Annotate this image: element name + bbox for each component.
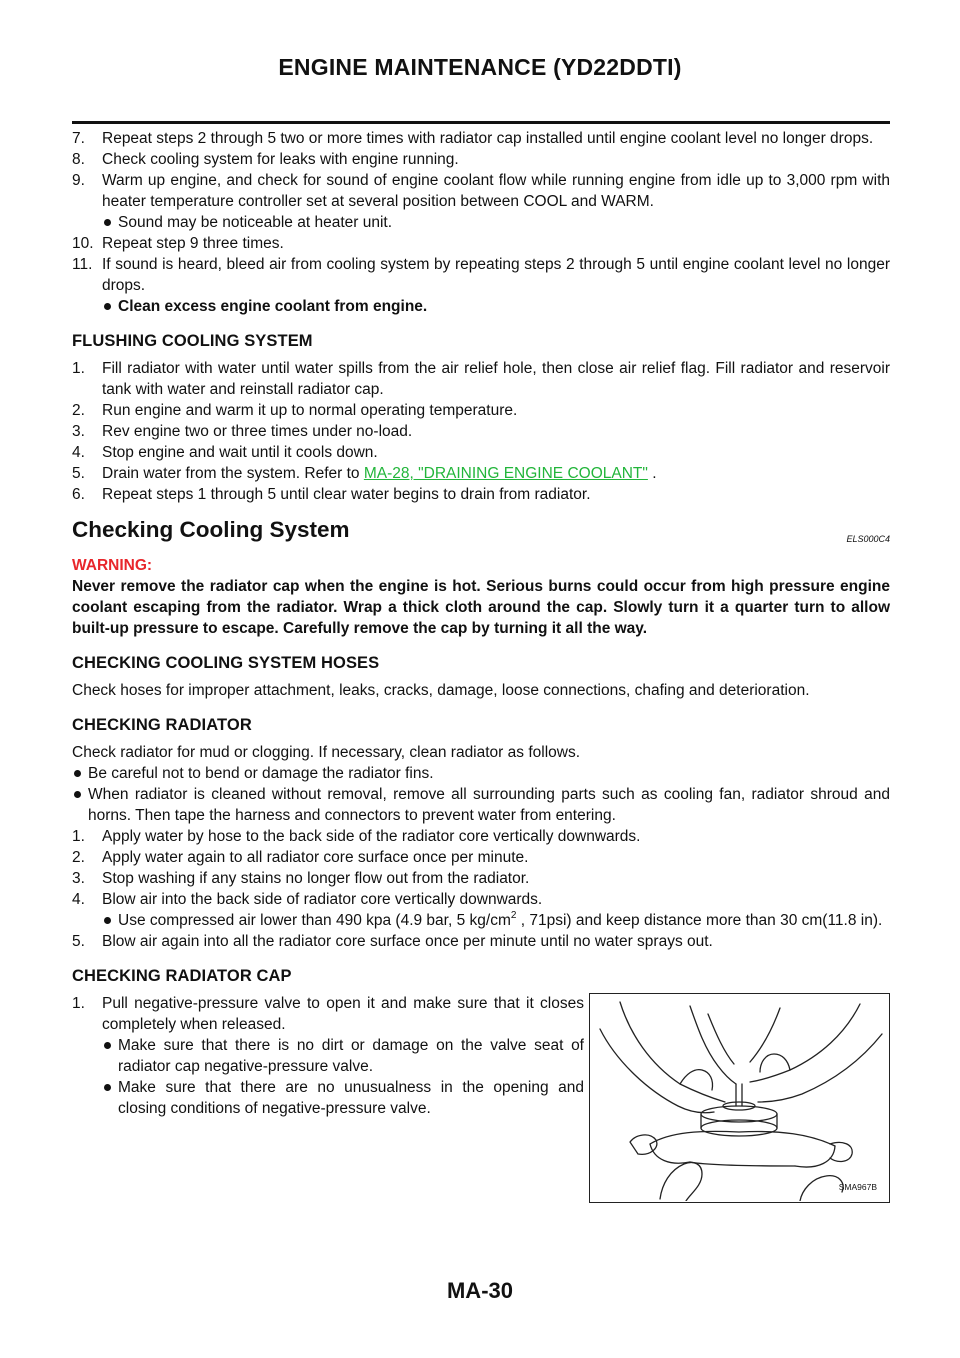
radiator-bullet-compressed-air xyxy=(72,910,890,931)
step-text: Run engine and warm it up to normal operating temperature. xyxy=(102,402,518,419)
section-title: Checking Cooling System xyxy=(72,517,350,542)
step-text: Stop engine and wait until it cools down. xyxy=(102,444,378,461)
cap-bullet-opening-closing: Make sure that there are no unusualness in the opening and closing conditions of negative-pressure valve. xyxy=(72,1077,584,1119)
hoses-text: Check hoses for improper attachment, leaks, cracks, damage, loose connections, chafing and deterioration. xyxy=(72,682,810,699)
step-9 xyxy=(72,170,890,212)
step-text: Repeat steps 1 through 5 until clear water begins to drain from radiator. xyxy=(102,486,591,503)
superscript: 2 xyxy=(510,910,517,921)
step-text-end: . xyxy=(647,465,657,482)
cap-step-1 xyxy=(72,993,584,1035)
step-text: Warm up engine, and check for sound of engine coolant flow while running engine from idle up to 3,000 rpm with heater temperature controller set at several position between COOL and WARM. xyxy=(102,172,890,210)
flushing-step-2 xyxy=(72,400,890,421)
flushing-step-1 xyxy=(72,358,890,400)
flushing-step-6 xyxy=(72,484,890,505)
step-10 xyxy=(72,233,890,254)
step-number: 4. xyxy=(72,444,85,461)
air-text-end: , 71psi) and keep distance more than 30 cm(11.8 in). xyxy=(516,912,883,929)
cap-bullet-valve-seat: Make sure that there is no dirt or damage on the valve seat of radiator cap negative-pressure valve. xyxy=(72,1035,584,1077)
radiator-step-5 xyxy=(72,931,890,952)
step-text: Stop washing if any stains no longer flow out from the radiator. xyxy=(102,870,530,887)
step-number: 4. xyxy=(72,891,85,908)
radiator-cap-illustration xyxy=(589,993,890,1203)
step-text: Repeat steps 2 through 5 two or more times with radiator cap installed until engine coolant level no longer drops. xyxy=(102,130,874,147)
step-text: Repeat step 9 three times. xyxy=(102,235,284,252)
step-number: 1. xyxy=(72,828,85,845)
radiator-step-4 xyxy=(72,889,890,910)
cap-section xyxy=(72,993,890,1192)
step-number: 5. xyxy=(72,933,85,950)
page-number: MA-30 xyxy=(446,1278,513,1303)
step-7 xyxy=(72,128,890,149)
step-number: 1. xyxy=(72,995,85,1012)
bullet-clean-coolant: Clean excess engine coolant from engine. xyxy=(72,296,890,317)
step-text: If sound is heard, bleed air from cooling system by repeating steps 2 through 5 until engine coolant level no longer drops. xyxy=(102,256,890,294)
step-number: 8. xyxy=(72,151,85,168)
title-divider xyxy=(72,121,890,124)
section-heading-radiator: CHECKING RADIATOR xyxy=(72,716,252,734)
section-heading-checking xyxy=(72,519,890,545)
radiator-intro: Check radiator for mud or clogging. If necessary, clean radiator as follows. xyxy=(72,744,581,761)
step-number: 10. xyxy=(72,235,94,252)
step-number: 11. xyxy=(72,256,93,273)
hands-pulling-valve-drawing xyxy=(590,994,888,1201)
radiator-step-2 xyxy=(72,847,890,868)
page-content xyxy=(72,128,890,1192)
flushing-step-3 xyxy=(72,421,890,442)
step-number: 9. xyxy=(72,172,85,189)
radiator-bullet-fins: Be careful not to bend or damage the radiator fins. xyxy=(72,763,890,784)
radiator-step-1 xyxy=(72,826,890,847)
radiator-bullet-surrounding-parts: When radiator is cleaned without removal, remove all surrounding parts such as cooling fan, radiator shroud and horns. Then tape the harness and connectors to prevent water from entering. xyxy=(72,784,890,826)
section-heading-hoses: CHECKING COOLING SYSTEM HOSES xyxy=(72,654,380,672)
step-number: 2. xyxy=(72,402,85,419)
step-text: Check cooling system for leaks with engine running. xyxy=(102,151,459,168)
section-code: ELS000C4 xyxy=(846,534,890,544)
step-text: Apply water by hose to the back side of the radiator core vertically downwards. xyxy=(102,828,641,845)
step-text: Rev engine two or three times under no-load. xyxy=(102,423,413,440)
step-11 xyxy=(72,254,890,296)
step-number: 3. xyxy=(72,870,85,887)
figure-code: SMA967B xyxy=(838,1182,877,1192)
bullet-heater-sound: Sound may be noticeable at heater unit. xyxy=(72,212,890,233)
step-number: 1. xyxy=(72,360,85,377)
step-number: 6. xyxy=(72,486,85,503)
warning-label: WARNING: xyxy=(72,557,153,574)
page-title: ENGINE MAINTENANCE (YD22DDTI) xyxy=(278,54,682,80)
step-text: Drain water from the system. Refer to xyxy=(102,465,364,482)
cap-text-column xyxy=(72,993,584,1119)
section-heading-flushing: FLUSHING COOLING SYSTEM xyxy=(72,332,313,350)
step-number: 2. xyxy=(72,849,85,866)
step-number: 7. xyxy=(72,130,85,147)
flushing-step-4 xyxy=(72,442,890,463)
step-text: Apply water again to all radiator core surface once per minute. xyxy=(102,849,529,866)
step-text: Pull negative-pressure valve to open it and make sure that it closes completely when released. xyxy=(102,995,584,1033)
warning-text: Never remove the radiator cap when the engine is hot. Serious burns could occur from high pressure engine coolant escaping from the radiator. Wrap a thick cloth around the cap. Slowly turn it a quarter turn to allow built-up pressure to escape. Carefully remove the cap by turning it all the way. xyxy=(72,578,890,637)
step-number: 3. xyxy=(72,423,85,440)
flushing-step-5 xyxy=(72,463,890,484)
step-text: Fill radiator with water until water spills from the air relief hole, then close air relief flag. Fill radiator and reservoir tank with water and reinstall radiator cap. xyxy=(102,360,890,398)
radiator-step-3 xyxy=(72,868,890,889)
reference-link-draining-coolant[interactable]: MA-28, "DRAINING ENGINE COOLANT" xyxy=(363,465,648,482)
step-text: Blow air again into all the radiator core surface once per minute until no water sprays out. xyxy=(102,933,713,950)
step-8 xyxy=(72,149,890,170)
section-heading-cap: CHECKING RADIATOR CAP xyxy=(72,967,292,985)
step-number: 5. xyxy=(72,465,85,482)
air-text: Use compressed air lower than 490 kpa (4.9 bar, 5 kg/cm xyxy=(118,912,511,929)
step-text: Blow air into the back side of radiator core vertically downwards. xyxy=(102,891,543,908)
